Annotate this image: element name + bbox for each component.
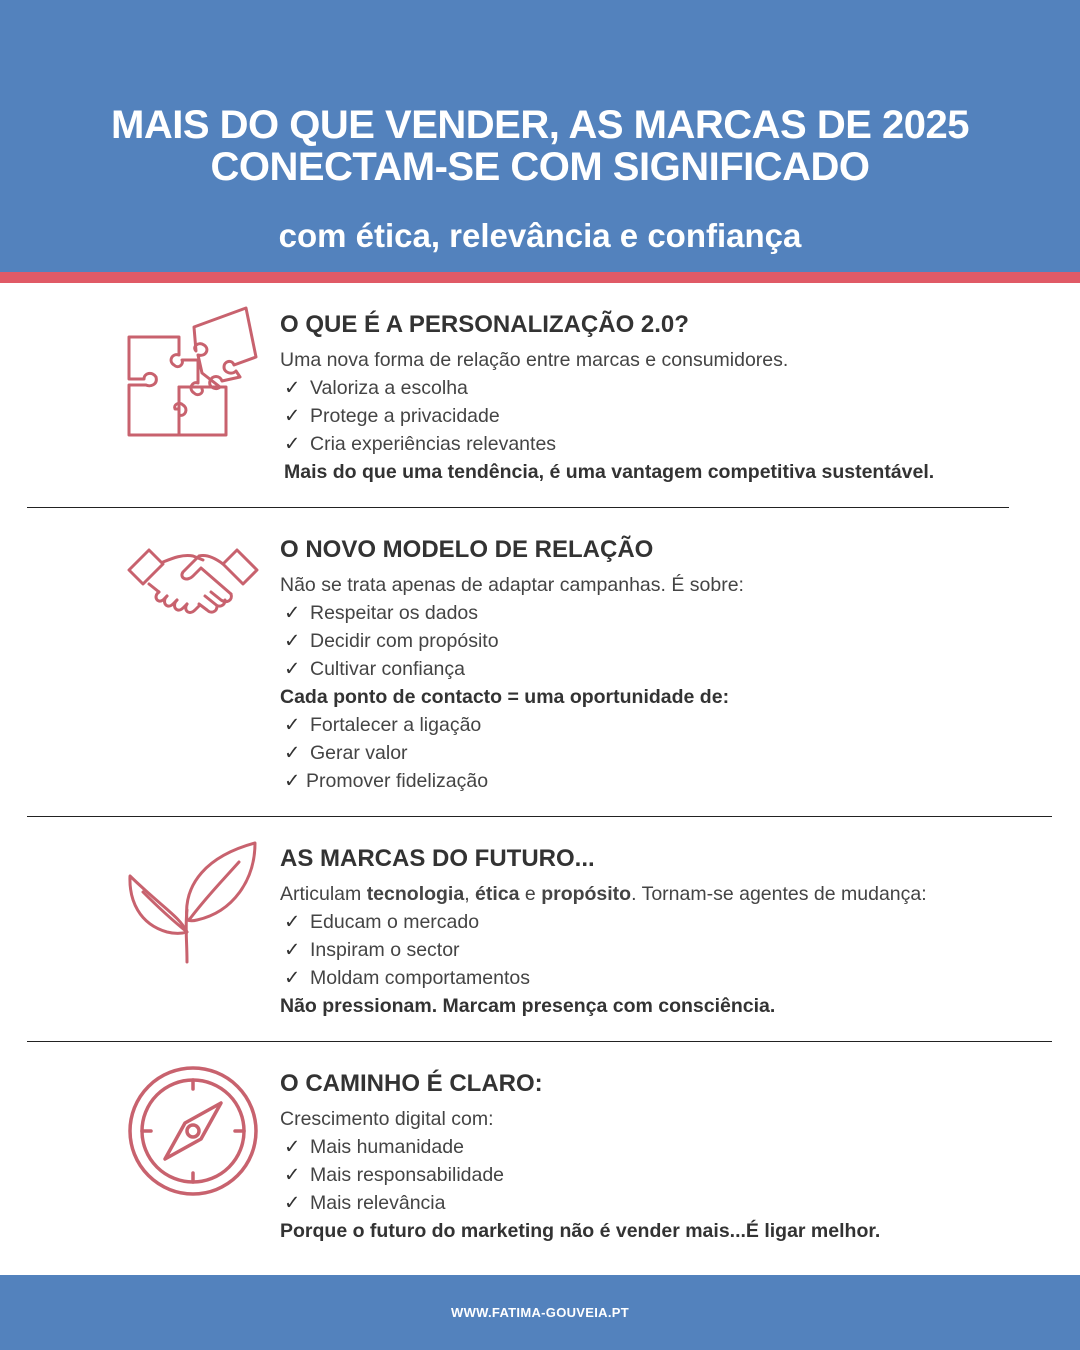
check-item-label: Valoriza a escolha (310, 377, 468, 399)
intro-text: e (519, 883, 542, 905)
section-intro: Uma nova forma de relação entre marcas e consumidores. (280, 349, 789, 371)
check-item-label: Educam o mercado (310, 911, 480, 933)
check-icon: ✓ (284, 1136, 301, 1158)
check-icon: ✓ (284, 939, 301, 961)
check-item-label: Inspiram o sector (310, 939, 460, 961)
check-item (280, 374, 1060, 402)
check-item (280, 711, 1060, 739)
check-icon: ✓ (284, 742, 301, 764)
check-icon: ✓ (284, 714, 301, 736)
check-item (280, 739, 1060, 767)
section-divider (27, 1041, 1052, 1042)
header-accent-stripe (0, 272, 1080, 283)
section-caminho (280, 1069, 1060, 1245)
handshake-icon (127, 530, 259, 620)
check-icon: ✓ (284, 770, 301, 792)
check-icon: ✓ (284, 377, 301, 399)
page-subtitle: com ética, relevância e confiança (278, 217, 802, 254)
section-title: O QUE É A PERSONALIZAÇÃO 2.0? (280, 311, 689, 338)
title-line-1: MAIS DO QUE VENDER, AS MARCAS DE 2025 (111, 103, 969, 147)
check-item (280, 599, 1060, 627)
check-icon: ✓ (284, 405, 301, 427)
intro-text: , (464, 883, 476, 905)
check-item (280, 430, 1060, 458)
section-divider (27, 816, 1052, 817)
intro-keyword: propósito (541, 883, 632, 905)
check-item-label: Promover fidelização (306, 770, 489, 792)
title-line-2: CONECTAM-SE COM SIGNIFICADO (210, 145, 870, 189)
check-item (280, 1161, 1060, 1189)
footer-website-link[interactable]: WWW.FATIMA-GOUVEIA.PT (451, 1305, 629, 1320)
check-item (280, 402, 1060, 430)
check-item (280, 964, 1060, 992)
footer-banner (0, 1275, 1080, 1350)
check-icon: ✓ (284, 602, 301, 624)
check-item (280, 627, 1060, 655)
check-icon: ✓ (284, 433, 301, 455)
page-title (0, 104, 1080, 188)
check-item (280, 1189, 1060, 1217)
section-intro: Crescimento digital com: (280, 1108, 494, 1130)
check-item-label: Mais humanidade (310, 1136, 464, 1158)
section-novo-modelo (280, 535, 1060, 795)
section-title: AS MARCAS DO FUTURO... (280, 845, 595, 872)
section-title: O NOVO MODELO DE RELAÇÃO (280, 536, 654, 563)
section-divider (27, 507, 1009, 508)
check-icon: ✓ (284, 630, 301, 652)
check-item-label: Fortalecer a ligação (310, 714, 482, 736)
compass-icon (127, 1065, 259, 1197)
check-icon: ✓ (284, 1164, 301, 1186)
check-item-label: Moldam comportamentos (310, 967, 531, 989)
check-item-label: Decidir com propósito (310, 630, 499, 652)
section-intro: Não se trata apenas de adaptar campanhas. É sobre: (280, 574, 744, 596)
check-item-label: Cria experiências relevantes (310, 433, 557, 455)
check-item-label: Mais responsabilidade (310, 1164, 505, 1186)
check-icon: ✓ (284, 967, 301, 989)
section-title: O CAMINHO É CLARO: (280, 1070, 543, 1097)
check-item (280, 767, 1060, 795)
section-marcas-futuro (280, 844, 1060, 1020)
intro-text: Articulam (280, 883, 367, 905)
intro-keyword: tecnologia (366, 883, 465, 905)
check-item (280, 1133, 1060, 1161)
header-banner (0, 0, 1080, 272)
puzzle-icon (126, 305, 258, 440)
check-icon: ✓ (284, 658, 301, 680)
check-item-label: Mais relevância (310, 1192, 446, 1214)
section-intro (280, 880, 1060, 908)
check-item (280, 655, 1060, 683)
check-item-label: Cultivar confiança (310, 658, 465, 680)
check-icon: ✓ (284, 1192, 301, 1214)
intro-text: . Tornam-se agentes de mudança: (631, 883, 927, 905)
section-closing: Não pressionam. Marcam presença com consciência. (280, 995, 776, 1017)
check-item (280, 908, 1060, 936)
leaf-icon (127, 840, 259, 965)
intro-keyword: ética (475, 883, 520, 905)
check-item-label: Protege a privacidade (310, 405, 500, 427)
check-item (280, 936, 1060, 964)
section-subhead: Cada ponto de contacto = uma oportunidade de: (280, 686, 730, 708)
section-closing: Mais do que uma tendência, é uma vantagem competitiva sustentável. (284, 461, 935, 483)
section-personalizacao (280, 310, 1060, 486)
check-item-label: Respeitar os dados (310, 602, 479, 624)
check-icon: ✓ (284, 911, 301, 933)
check-item-label: Gerar valor (310, 742, 408, 764)
section-closing: Porque o futuro do marketing não é vender mais...É ligar melhor. (280, 1220, 881, 1242)
